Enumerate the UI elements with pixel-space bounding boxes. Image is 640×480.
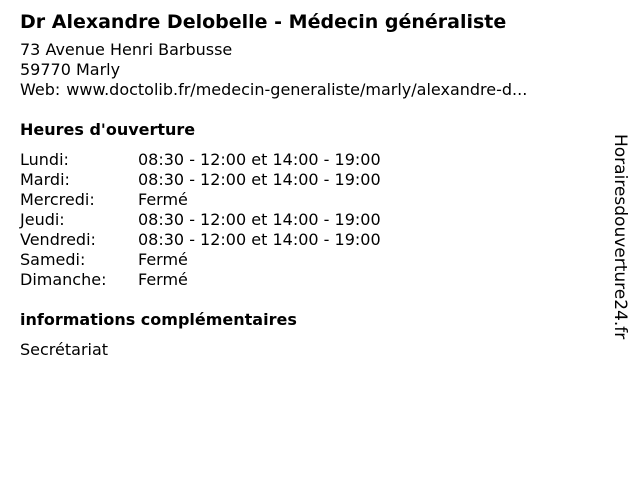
hours-time: 08:30 - 12:00 et 14:00 - 19:00 xyxy=(138,150,381,169)
hours-time: 08:30 - 12:00 et 14:00 - 19:00 xyxy=(138,210,381,229)
additional-info-text: Secrétariat xyxy=(20,340,109,359)
page-title: Dr Alexandre Delobelle - Médecin généraliste xyxy=(20,11,507,33)
hours-day: Mercredi: xyxy=(20,190,95,209)
hours-day: Samedi: xyxy=(20,250,86,269)
additional-info-heading: informations complémentaires xyxy=(20,310,297,329)
web-label: Web: xyxy=(20,80,61,99)
hours-day: Dimanche: xyxy=(20,270,107,289)
hours-day: Mardi: xyxy=(20,170,70,189)
hours-time: Fermé xyxy=(138,250,188,269)
brand-watermark: Horairesdouverture24.fr xyxy=(610,134,630,340)
hours-time: 08:30 - 12:00 et 14:00 - 19:00 xyxy=(138,170,381,189)
opening-hours-heading: Heures d'ouverture xyxy=(20,120,196,139)
web-row xyxy=(20,80,600,100)
hours-row-vendredi xyxy=(20,230,600,250)
hours-row-lundi xyxy=(20,150,600,170)
hours-row-jeudi xyxy=(20,210,600,230)
hours-day: Lundi: xyxy=(20,150,69,169)
business-card xyxy=(20,8,600,360)
website-link[interactable]: www.doctolib.fr/medecin-generaliste/marly/alexandre-d... xyxy=(66,80,528,99)
hours-time: Fermé xyxy=(138,190,188,209)
hours-row-mardi xyxy=(20,170,600,190)
hours-row-samedi xyxy=(20,250,600,270)
hours-day: Jeudi: xyxy=(20,210,65,229)
hours-row-dimanche xyxy=(20,270,600,290)
hours-time: Fermé xyxy=(138,270,188,289)
hours-day: Vendredi: xyxy=(20,230,96,249)
hours-time: 08:30 - 12:00 et 14:00 - 19:00 xyxy=(138,230,381,249)
city-address: 59770 Marly xyxy=(20,60,121,79)
opening-hours-table xyxy=(20,150,600,290)
street-address: 73 Avenue Henri Barbusse xyxy=(20,40,233,59)
hours-row-mercredi xyxy=(20,190,600,210)
